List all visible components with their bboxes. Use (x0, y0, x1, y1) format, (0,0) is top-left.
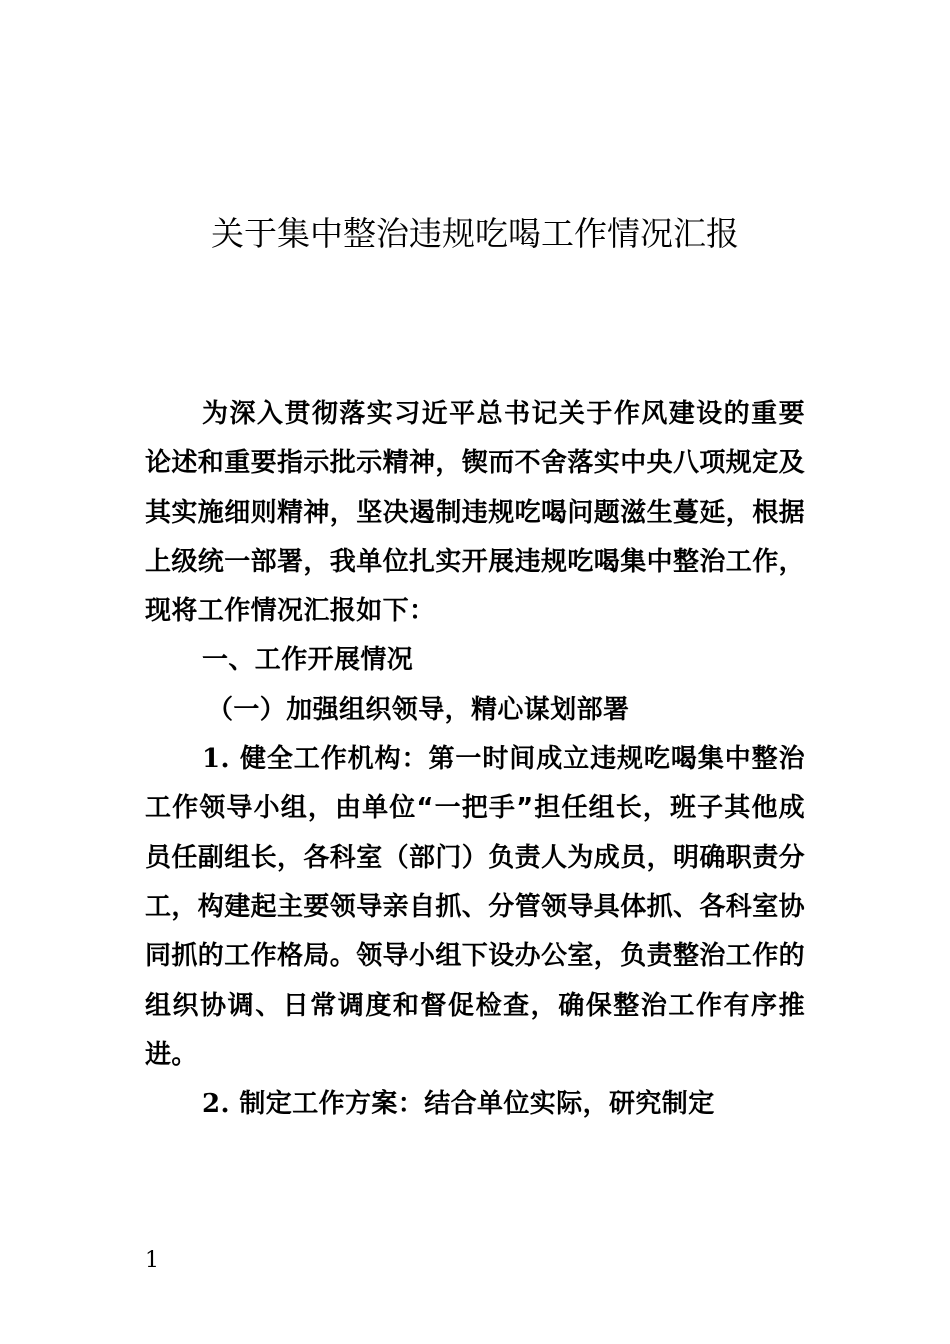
document-title: 关于集中整治违规吃喝工作情况汇报 (211, 214, 739, 253)
intro-paragraph: 为深入贯彻落实习近平总书记关于作风建设的重要论述和重要指示批示精神，锲而不舍落实中央八项规定及其实施细则精神，坚决遏制违规吃喝问题滋生蔓延，根据上级统一部署，我单位扎实开展违规吃喝集中整治工作，现将工作情况汇报如下： (145, 399, 806, 627)
item-paragraph-2 (145, 1080, 805, 1129)
item-text: 健全工作机构：第一时间成立违规吃喝集中整治工作领导小组，由单位“一把手”担任组长，班子其他成员任副组长，各科室（部门）负责人为成员，明确职责分工，构建起主要领导亲自抓、分管领导具体抓、各科室协同抓的工作格局。领导小组下设办公室，负责整治工作的组织协调、日常调度和督促检查，确保整治工作有序推进。 (145, 744, 806, 1070)
item-text: 制定工作方案：结合单位实际，研究制定 (229, 1089, 715, 1120)
item-paragraph-1 (145, 735, 805, 1080)
item-number: 2. (202, 1089, 230, 1120)
page-number: 1 (145, 1248, 159, 1273)
section-heading: 一、工作开展情况 (202, 645, 414, 676)
item-number: 1. (202, 744, 230, 775)
subsection-heading: （一）加强组织领导，精心谋划部署 (207, 694, 630, 725)
document-body (145, 390, 805, 1129)
